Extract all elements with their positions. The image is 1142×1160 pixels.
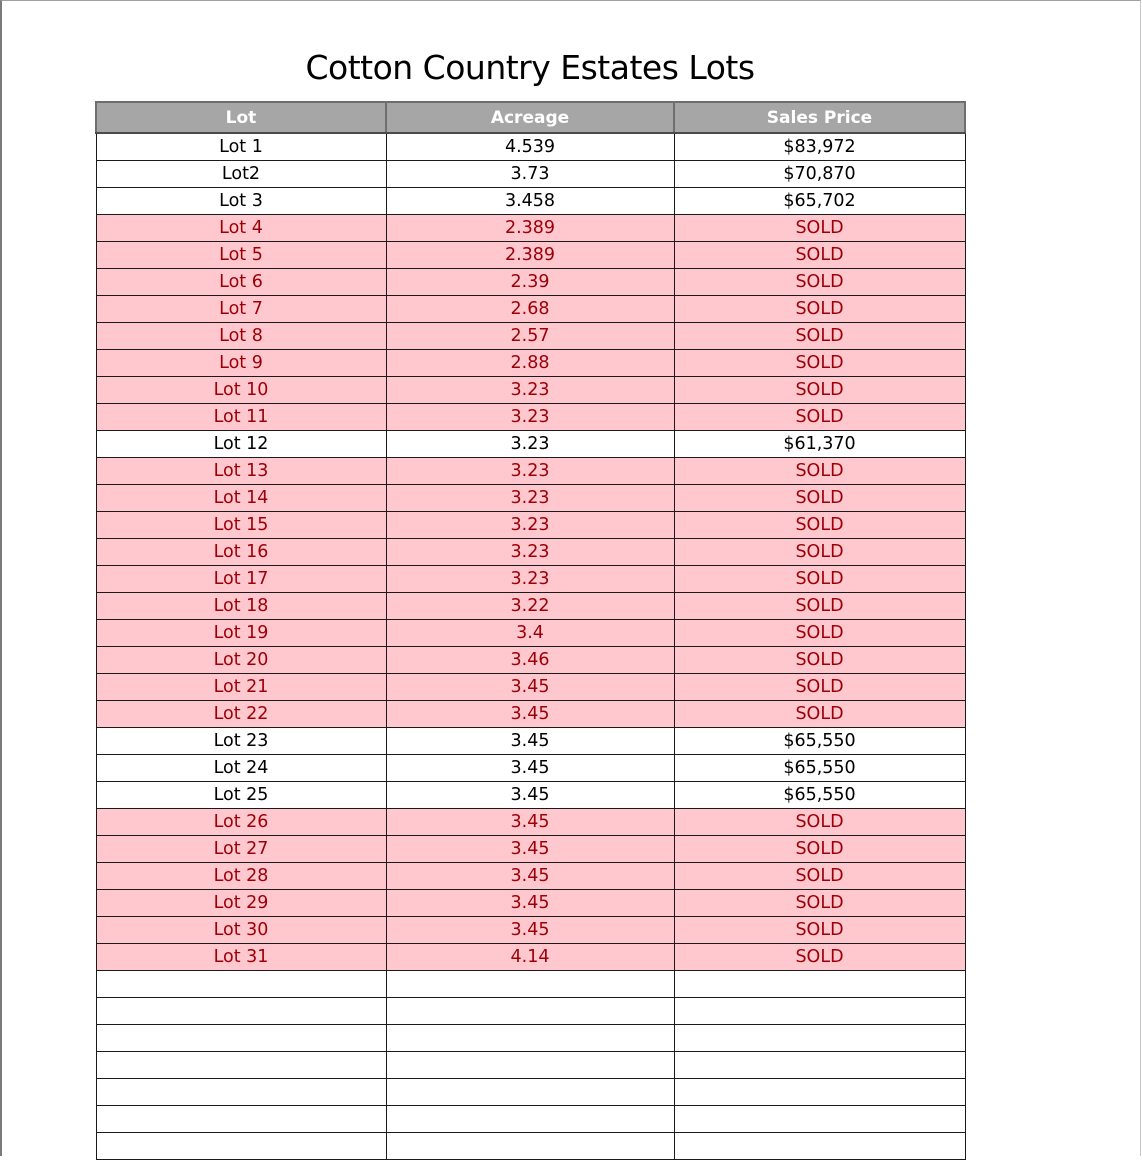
cell-acreage [386, 1025, 674, 1052]
cell-sales-price: SOLD [674, 539, 965, 566]
cell-acreage: 3.46 [386, 647, 674, 674]
table-row [96, 755, 965, 782]
cell-lot: Lot 8 [96, 323, 386, 350]
cell-acreage: 3.458 [386, 188, 674, 215]
cell-lot: Lot 11 [96, 404, 386, 431]
table-row [96, 809, 965, 836]
cell-acreage: 3.45 [386, 917, 674, 944]
cell-lot: Lot2 [96, 161, 386, 188]
cell-acreage: 3.23 [386, 485, 674, 512]
table-row [96, 323, 965, 350]
cell-acreage: 3.45 [386, 728, 674, 755]
cell-lot: Lot 31 [96, 944, 386, 971]
cell-sales-price: SOLD [674, 485, 965, 512]
table-row [96, 215, 965, 242]
table-row [96, 566, 965, 593]
table-header-row [96, 102, 965, 133]
cell-lot: Lot 23 [96, 728, 386, 755]
cell-sales-price: SOLD [674, 890, 965, 917]
cell-sales-price: SOLD [674, 647, 965, 674]
cell-lot: Lot 13 [96, 458, 386, 485]
cell-acreage: 3.45 [386, 674, 674, 701]
cell-sales-price [674, 1025, 965, 1052]
cell-lot: Lot 30 [96, 917, 386, 944]
cell-sales-price: $65,702 [674, 188, 965, 215]
cell-lot: Lot 9 [96, 350, 386, 377]
table-row [96, 620, 965, 647]
cell-lot: Lot 26 [96, 809, 386, 836]
table-row [96, 1025, 965, 1052]
table-row [96, 458, 965, 485]
cell-acreage: 3.45 [386, 809, 674, 836]
cell-sales-price: SOLD [674, 404, 965, 431]
cell-acreage: 3.45 [386, 782, 674, 809]
cell-sales-price: SOLD [674, 323, 965, 350]
cell-acreage [386, 1052, 674, 1079]
cell-lot: Lot 28 [96, 863, 386, 890]
table-row [96, 485, 965, 512]
table-row [96, 701, 965, 728]
cell-sales-price: SOLD [674, 377, 965, 404]
table-row [96, 674, 965, 701]
table-row [96, 512, 965, 539]
table-row [96, 890, 965, 917]
cell-acreage: 2.68 [386, 296, 674, 323]
table-row [96, 836, 965, 863]
cell-acreage: 3.23 [386, 512, 674, 539]
cell-lot: Lot 15 [96, 512, 386, 539]
table-row [96, 296, 965, 323]
table-row [96, 1133, 965, 1160]
cell-lot: Lot 5 [96, 242, 386, 269]
cell-lot: Lot 24 [96, 755, 386, 782]
cell-lot: Lot 18 [96, 593, 386, 620]
cell-sales-price: $61,370 [674, 431, 965, 458]
table-row [96, 863, 965, 890]
cell-sales-price: SOLD [674, 296, 965, 323]
cell-sales-price: SOLD [674, 512, 965, 539]
cell-acreage: 2.39 [386, 269, 674, 296]
cell-acreage: 3.73 [386, 161, 674, 188]
table-row [96, 133, 965, 161]
cell-lot: Lot 27 [96, 836, 386, 863]
table-body [96, 133, 965, 1160]
table-row [96, 647, 965, 674]
cell-acreage [386, 971, 674, 998]
cell-sales-price: SOLD [674, 215, 965, 242]
cell-sales-price [674, 1052, 965, 1079]
cell-lot: Lot 1 [96, 133, 386, 161]
table-row [96, 161, 965, 188]
cell-acreage: 3.45 [386, 890, 674, 917]
cell-sales-price: SOLD [674, 836, 965, 863]
cell-sales-price [674, 971, 965, 998]
table-row [96, 350, 965, 377]
cell-sales-price: SOLD [674, 809, 965, 836]
cell-acreage: 3.23 [386, 539, 674, 566]
table-row [96, 944, 965, 971]
cell-acreage: 3.23 [386, 566, 674, 593]
cell-lot: Lot 7 [96, 296, 386, 323]
cell-sales-price: $65,550 [674, 755, 965, 782]
cell-acreage: 3.45 [386, 863, 674, 890]
cell-lot [96, 1133, 386, 1160]
cell-lot [96, 998, 386, 1025]
cell-sales-price: $65,550 [674, 782, 965, 809]
cell-lot: Lot 16 [96, 539, 386, 566]
table-row [96, 188, 965, 215]
table-row [96, 782, 965, 809]
cell-sales-price: $65,550 [674, 728, 965, 755]
table-row [96, 242, 965, 269]
cell-acreage: 3.4 [386, 620, 674, 647]
table-row [96, 1079, 965, 1106]
table-row [96, 431, 965, 458]
cell-sales-price: SOLD [674, 701, 965, 728]
table-row [96, 539, 965, 566]
cell-sales-price: $70,870 [674, 161, 965, 188]
cell-sales-price [674, 1133, 965, 1160]
page-title: Cotton Country Estates Lots [305, 48, 755, 87]
cell-lot: Lot 10 [96, 377, 386, 404]
cell-sales-price: SOLD [674, 917, 965, 944]
cell-lot: Lot 6 [96, 269, 386, 296]
cell-sales-price: SOLD [674, 269, 965, 296]
cell-acreage [386, 1133, 674, 1160]
cell-acreage: 4.539 [386, 133, 674, 161]
cell-lot: Lot 17 [96, 566, 386, 593]
cell-lot: Lot 22 [96, 701, 386, 728]
cell-sales-price [674, 1106, 965, 1133]
table-row [96, 1106, 965, 1133]
cell-acreage: 3.45 [386, 701, 674, 728]
cell-lot: Lot 3 [96, 188, 386, 215]
cell-lot [96, 1079, 386, 1106]
cell-lot: Lot 19 [96, 620, 386, 647]
cell-lot: Lot 12 [96, 431, 386, 458]
cell-acreage: 3.23 [386, 377, 674, 404]
cell-acreage [386, 1079, 674, 1106]
cell-lot [96, 1025, 386, 1052]
table-row [96, 917, 965, 944]
cell-acreage: 2.389 [386, 215, 674, 242]
cell-sales-price: SOLD [674, 458, 965, 485]
cell-sales-price: SOLD [674, 593, 965, 620]
table-row [96, 1052, 965, 1079]
column-header-acreage: Acreage [386, 102, 674, 133]
cell-sales-price: SOLD [674, 350, 965, 377]
cell-sales-price: SOLD [674, 944, 965, 971]
cell-lot: Lot 29 [96, 890, 386, 917]
cell-acreage: 4.14 [386, 944, 674, 971]
cell-lot: Lot 25 [96, 782, 386, 809]
cell-lot [96, 1052, 386, 1079]
cell-sales-price: SOLD [674, 674, 965, 701]
lots-table [95, 101, 966, 1160]
table-row [96, 404, 965, 431]
cell-sales-price: SOLD [674, 242, 965, 269]
cell-acreage [386, 1106, 674, 1133]
cell-acreage: 3.45 [386, 836, 674, 863]
cell-lot [96, 1106, 386, 1133]
cell-acreage: 3.45 [386, 755, 674, 782]
cell-sales-price [674, 998, 965, 1025]
table-row [96, 998, 965, 1025]
cell-acreage [386, 998, 674, 1025]
cell-acreage: 3.23 [386, 404, 674, 431]
cell-acreage: 2.88 [386, 350, 674, 377]
table-row [96, 971, 965, 998]
cell-acreage: 3.22 [386, 593, 674, 620]
cell-acreage: 3.23 [386, 458, 674, 485]
cell-acreage: 2.389 [386, 242, 674, 269]
column-header-sales-price: Sales Price [674, 102, 965, 133]
cell-acreage: 3.23 [386, 431, 674, 458]
cell-lot: Lot 21 [96, 674, 386, 701]
cell-sales-price: SOLD [674, 863, 965, 890]
cell-sales-price: SOLD [674, 566, 965, 593]
cell-sales-price: $83,972 [674, 133, 965, 161]
cell-acreage: 2.57 [386, 323, 674, 350]
cell-lot: Lot 20 [96, 647, 386, 674]
cell-lot [96, 971, 386, 998]
column-header-lot: Lot [96, 102, 386, 133]
cell-lot: Lot 4 [96, 215, 386, 242]
cell-lot: Lot 14 [96, 485, 386, 512]
cell-sales-price [674, 1079, 965, 1106]
table-row [96, 269, 965, 296]
table-row [96, 593, 965, 620]
cell-sales-price: SOLD [674, 620, 965, 647]
table-row [96, 728, 965, 755]
table-row [96, 377, 965, 404]
